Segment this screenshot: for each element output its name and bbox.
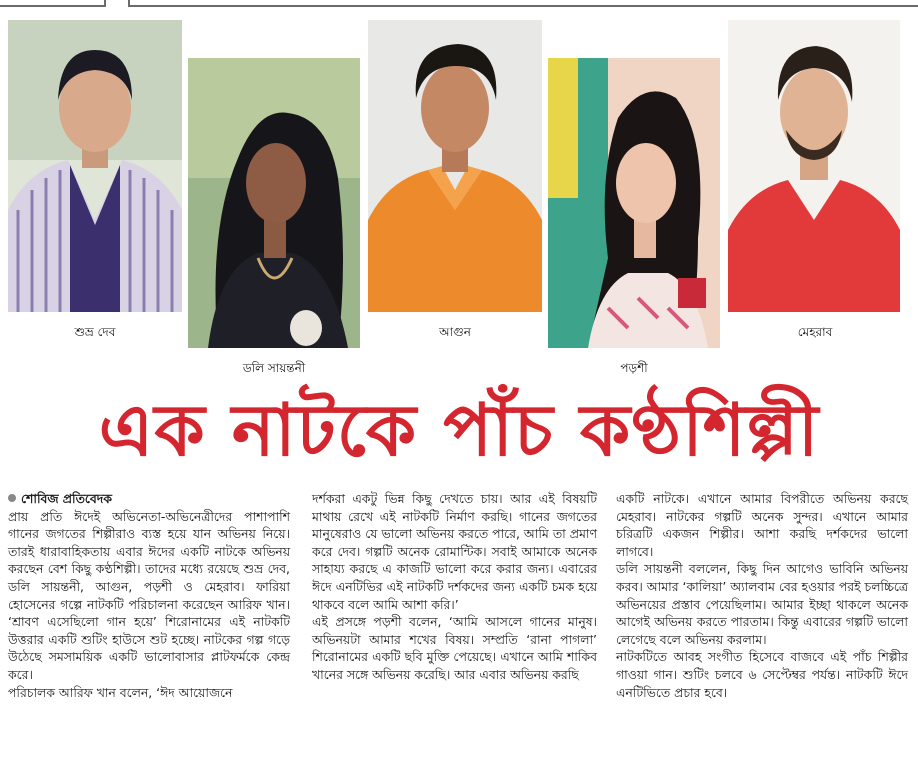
caption-porshi: পড়শী [620,361,648,375]
photo-agun [368,20,542,312]
caption-agun: আগুন [439,325,471,339]
caption-doli-shayontoni: ডলি সায়ন্তনী [242,361,306,375]
paragraph: নাটকটিতে আবহ সংগীত হিসেবে বাজবে এই পাঁচ শিল্পীর গাওয়া গান। শুটিং চলবে ৬ সেপ্টেম্বর পর্যন্ত। নাটকটি ঈদে এনটিভিতে প্রচার হবে। [616,649,908,700]
caption-shubhro-dev: শুভ্র দেব [74,325,116,339]
paragraph: পরিচালক আরিফ খান বলেন, ‘ঈদ আয়োজনে [8,684,233,700]
paragraph: দর্শকরা একটু ভিন্ন কিছু দেখতে চায়। আর এই বিষয়টি মাথায় রেখে এই নাটকটি নির্মাণ করছি। গানের জগতের মানুষেরাও যে ভালো অভিনয় করতে পারে, আমি তা প্রমাণ করে দেব। গল্পটি অনেক রোমান্টিক। সবাই আমাকে অনেক সাহায্য করছে এ কাজটি ভালো করে করার জন্য। এবারের ঈদে এনটিভির এই নাটকটি দর্শকদের জন্য একটি চমক হয়ে থাকবে বলে আমি আশা করি।’ [312,491,597,612]
paragraph: এই প্রসঙ্গে পড়শী বলেন, ‘আমি আসলে গানের মানুষ। অভিনয়টা আমার শখের বিষয়। সম্প্রতি ‘রানা পাগলা’ শিরোনামের একটি ছবি মুক্তি পেয়েছে। এখানে আমি শাকিব খানের সঙ্গে অভিনয় করেছি। আর এবার অভিনয় করছি [312,614,597,682]
bullet-icon [8,494,16,502]
byline-text: শোবিজ প্রতিবেদক [21,491,112,506]
article-column-3 [616,490,908,701]
photo-doli-shayontoni [188,58,360,348]
article-column-1 [8,490,290,701]
photo-shubhro-dev [8,20,182,312]
photo-mehrab [728,20,900,312]
paragraph: একটি নাটকে। এখানে আমার বিপরীতে অভিনয় করছে মেহরাব। নাটকের গল্পটি অনেক সুন্দর। এখানে আমার চরিত্রটি একজন শিল্পীর। আশা করছি দর্শকদের ভালো লাগবে। [616,491,908,559]
photo-porshi [548,58,720,348]
byline [8,490,290,508]
article-column-2 [312,490,597,684]
headline: এক নাটকে পাঁচ কণ্ঠশিল্পী [98,388,820,472]
paragraph: ডলি সায়ন্তনী বললেন, কিছু দিন আগেও ভাবিনি অভিনয় করব। আমার ‘কালিয়া’ অ্যালবাম বের হওয়ার পরই চলচ্চিত্রে অভিনয়ের প্রস্তাব পেয়েছিলাম। আমার ইচ্ছা থাকলে অনেক আগেই অভিনয় করতে পারতাম। কিন্তু এবারের গল্পটি ভালো লেগেছে বলে অভিনয় করলাম। [616,561,908,647]
top-rule [0,0,918,8]
paragraph: প্রায় প্রতি ঈদেই অভিনেতা-অভিনেত্রীদের পাশাপাশি গানের জগতের শিল্পীরাও ব্যস্ত হয়ে যান অভিনয় নিয়ে। তারই ধারাবাহিকতায় এবার ঈদের একটি নাটকে অভিনয় করছেন বেশ কিছু কণ্ঠশিল্পী। তাদের মধ্যে রয়েছে শুভ্র দেব, ডলি সায়ন্তনী, আগুন, পড়শী ও মেহরাব। ফারিয়া হোসেনের গল্পে নাটকটি পরিচালনা করেছেন আরিফ খান। ‘শ্রাবণ এসেছিলো গান হয়ে’ শিরোনামের এই নাটকটি উত্তরার একটি শুটিং হাউসে শুট হচ্ছে। নাটকের গল্প গড়ে উঠেছে সমসাময়িক একটি ভালোবাসার প্লাটফর্মকে কেন্দ্র করে। [8,508,290,682]
caption-mehrab: মেহরাব [797,325,833,339]
